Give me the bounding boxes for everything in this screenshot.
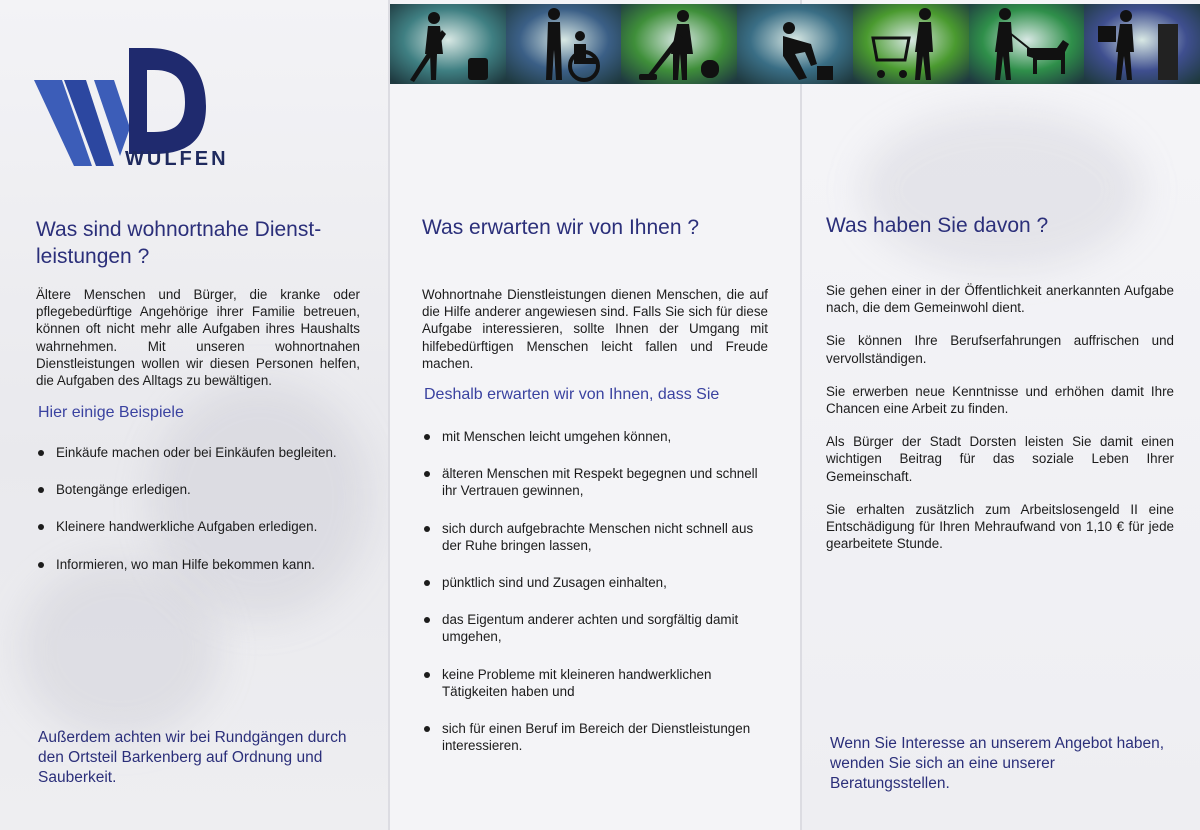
photo-tile [853,4,969,84]
person-carrying-box-icon [1084,4,1200,84]
person-vacuuming-icon [621,4,737,84]
person-with-dog-icon [969,4,1085,84]
list-item: keine Probleme mit kleineren handwerklichen Tätigkeiten haben und [422,666,772,700]
list-item: sich für einen Beruf im Bereich der Dienstleistungen interessieren. [422,720,772,754]
photo-strip [390,4,1200,84]
benefit-paragraph: Als Bürger der Stadt Dorsten leisten Sie damit einen wichtigen Beitrag für das soziale Leben Ihrer Gemeinschaft. [826,434,1174,484]
middle-intro: Wohnortnahe Dienstleistungen dienen Menschen, die auf die Hilfe anderer angewiesen sind. Falls Sie sich für diese Aufgabe interessieren, sollte Ihnen der Umgang mit hilfebedürftigen Menschen leicht fallen und Freude machen. [422,287,768,371]
middle-panel [390,0,800,830]
person-kneeling-icon [737,4,853,84]
list-item: Informieren, wo man Hilfe bekommen kann. [36,556,376,573]
benefits-list [826,282,1174,552]
middle-title: Was erwarten wir von Ihnen ? [422,216,700,239]
right-title: Was haben Sie davon ? [826,214,1049,237]
photo-tile [621,4,737,84]
list-item: mit Menschen leicht umgehen können, [422,428,772,445]
examples-list [36,444,376,573]
list-item: Botengänge erledigen. [36,481,376,498]
expectations-list [422,428,772,754]
expectations-subtitle: Deshalb erwarten wir von Ihnen, dass Sie [424,386,720,403]
background-shadow [20,560,220,740]
background-shadow [862,110,1142,270]
list-item: sich durch aufgebrachte Menschen nicht schnell aus der Ruhe bringen lassen, [422,520,772,554]
right-panel [802,0,1200,830]
benefit-paragraph: Sie gehen einer in der Öffentlichkeit anerkannten Aufgabe nach, die dem Gemeinwohl dient. [826,283,1174,316]
benefit-paragraph: Sie können Ihre Berufserfahrungen auffrischen und vervollständigen. [826,333,1174,366]
person-with-shopping-cart-icon [853,4,969,84]
photo-tile [969,4,1085,84]
photo-tile [1084,4,1200,84]
left-panel [0,0,388,830]
left-closing: Außerdem achten wir bei Rundgängen durch den Ortsteil Barkenberg auf Ordnung und Sauberkeit. [38,729,347,786]
right-closing: Wenn Sie Interesse an unserem Angebot haben, wenden Sie sich an eine unserer Beratungsstellen. [830,735,1165,792]
list-item: Kleinere handwerkliche Aufgaben erledigen. [36,518,376,535]
examples-title: Hier einige Beispiele [38,404,184,421]
list-item: das Eigentum anderer achten und sorgfältig damit umgehen, [422,611,772,645]
person-mopping-icon [390,4,506,84]
logo-wordmark: WULFEN [125,148,229,170]
benefit-paragraph: Sie erwerben neue Kenntnisse und erhöhen damit Ihre Chancen eine Arbeit zu finden. [826,383,1174,417]
list-item: Einkäufe machen oder bei Einkäufen begleiten. [36,444,376,461]
benefit-paragraph: Sie erhalten zusätzlich zum Arbeitslosengeld II eine Entschädigung für Ihren Mehraufwand von 1,10 € für jede gearbeitete Stunde. [826,501,1174,552]
list-item: pünktlich sind und Zusagen einhalten, [422,574,772,591]
person-with-wheelchair-icon [506,4,622,84]
left-title: Was sind wohnortnahe Dienst- leistungen ? [36,218,322,268]
photo-tile [737,4,853,84]
photo-tile [506,4,622,84]
photo-tile [390,4,506,84]
left-intro: Ältere Menschen und Bürger, die kranke oder pflegebedürftige Angehörige ihrer Familie betreuen, können oft nicht mehr alle Aufgaben ihres Haushalts wahrnehmen. Mit unseren wohnortnahen Dienstleistungen wollen wir diesen Personen helfen, die Aufgaben des Alltags zu bewältigen. [36,287,360,389]
list-item: älteren Menschen mit Respekt begegnen und schnell ihr Vertrauen gewinnen, [422,465,772,499]
